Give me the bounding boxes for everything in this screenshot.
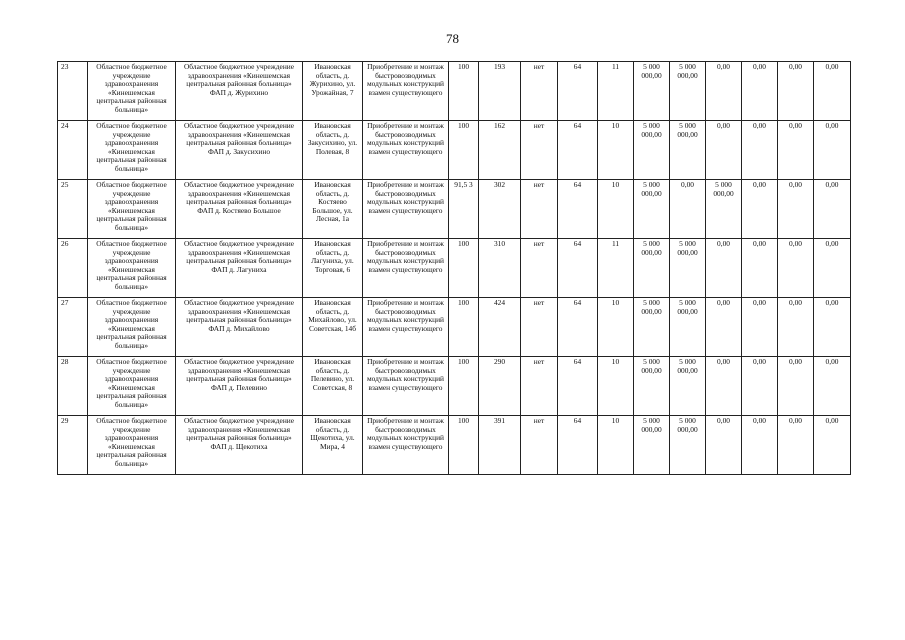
year-3-cost-cell: 0,00: [742, 416, 778, 475]
work-type-cell: Приобретение и монтаж быстровозводимых модульных конструкций взамен существующего: [363, 180, 449, 239]
customer-cell: Областное бюджетное учреждение здравоохранения «Кинешемская центральная районная больница»: [88, 239, 176, 298]
availability-cell: нет: [521, 180, 558, 239]
year-1-cost-cell: 5 000 000,00: [670, 121, 706, 180]
capacity-cell: 64: [558, 298, 598, 357]
row-number: 27: [58, 298, 88, 357]
index-cell: 11: [598, 62, 634, 121]
year-3-cost-cell: 0,00: [742, 239, 778, 298]
year-5-cost-cell: 0,00: [814, 298, 851, 357]
object-cell: Областное бюджетное учреждение здравоохранения «Кинешемская центральная районная больница» ФАП д. Пелевино: [176, 357, 303, 416]
availability-cell: нет: [521, 357, 558, 416]
year-2-cost-cell: 0,00: [706, 62, 742, 121]
customer-cell: Областное бюджетное учреждение здравоохранения «Кинешемская центральная районная больница»: [88, 298, 176, 357]
year-1-cost-cell: 5 000 000,00: [670, 357, 706, 416]
area-cell: 310: [479, 239, 521, 298]
address-cell: Ивановская область, д. Журихино, ул. Урожайная, 7: [303, 62, 363, 121]
object-cell: Областное бюджетное учреждение здравоохранения «Кинешемская центральная районная больница» ФАП д. Костяево Большое: [176, 180, 303, 239]
work-type-cell: Приобретение и монтаж быстровозводимых модульных конструкций взамен существующего: [363, 121, 449, 180]
total-cost-cell: 5 000 000,00: [634, 416, 670, 475]
object-cell: Областное бюджетное учреждение здравоохранения «Кинешемская центральная районная больница» ФАП д. Щекотиха: [176, 416, 303, 475]
work-type-cell: Приобретение и монтаж быстровозводимых модульных конструкций взамен существующего: [363, 416, 449, 475]
capacity-cell: 64: [558, 357, 598, 416]
year-4-cost-cell: 0,00: [778, 416, 814, 475]
readiness-cell: 100: [449, 239, 479, 298]
table-row: [58, 62, 851, 121]
index-cell: 10: [598, 298, 634, 357]
table-row: [58, 239, 851, 298]
area-cell: 391: [479, 416, 521, 475]
year-5-cost-cell: 0,00: [814, 180, 851, 239]
table-row: [58, 416, 851, 475]
year-5-cost-cell: 0,00: [814, 357, 851, 416]
address-cell: Ивановская область, д. Пелевино, ул. Советская, 8: [303, 357, 363, 416]
readiness-cell: 100: [449, 62, 479, 121]
index-cell: 10: [598, 357, 634, 416]
readiness-cell: 100: [449, 357, 479, 416]
total-cost-cell: 5 000 000,00: [634, 121, 670, 180]
year-1-cost-cell: 5 000 000,00: [670, 416, 706, 475]
year-2-cost-cell: 0,00: [706, 416, 742, 475]
index-cell: 11: [598, 239, 634, 298]
customer-cell: Областное бюджетное учреждение здравоохранения «Кинешемская центральная районная больница»: [88, 62, 176, 121]
availability-cell: нет: [521, 416, 558, 475]
table-row: [58, 121, 851, 180]
year-1-cost-cell: 5 000 000,00: [670, 298, 706, 357]
year-1-cost-cell: 0,00: [670, 180, 706, 239]
year-4-cost-cell: 0,00: [778, 239, 814, 298]
availability-cell: нет: [521, 62, 558, 121]
year-2-cost-cell: 0,00: [706, 298, 742, 357]
row-number: 23: [58, 62, 88, 121]
year-4-cost-cell: 0,00: [778, 62, 814, 121]
year-5-cost-cell: 0,00: [814, 416, 851, 475]
availability-cell: нет: [521, 298, 558, 357]
year-2-cost-cell: 5 000 000,00: [706, 180, 742, 239]
table-row: [58, 357, 851, 416]
address-cell: Ивановская область, д. Костяево Большое, ул. Лесная, 1а: [303, 180, 363, 239]
work-type-cell: Приобретение и монтаж быстровозводимых модульных конструкций взамен существующего: [363, 239, 449, 298]
table-row: [58, 180, 851, 239]
year-4-cost-cell: 0,00: [778, 357, 814, 416]
object-cell: Областное бюджетное учреждение здравоохранения «Кинешемская центральная районная больница» ФАП д. Михайлово: [176, 298, 303, 357]
table-row: [58, 298, 851, 357]
total-cost-cell: 5 000 000,00: [634, 357, 670, 416]
customer-cell: Областное бюджетное учреждение здравоохранения «Кинешемская центральная районная больница»: [88, 416, 176, 475]
year-3-cost-cell: 0,00: [742, 357, 778, 416]
year-1-cost-cell: 5 000 000,00: [670, 62, 706, 121]
capacity-cell: 64: [558, 180, 598, 239]
index-cell: 10: [598, 121, 634, 180]
customer-cell: Областное бюджетное учреждение здравоохранения «Кинешемская центральная районная больница»: [88, 180, 176, 239]
year-4-cost-cell: 0,00: [778, 121, 814, 180]
availability-cell: нет: [521, 121, 558, 180]
area-cell: 424: [479, 298, 521, 357]
availability-cell: нет: [521, 239, 558, 298]
year-5-cost-cell: 0,00: [814, 62, 851, 121]
row-number: 25: [58, 180, 88, 239]
index-cell: 10: [598, 416, 634, 475]
total-cost-cell: 5 000 000,00: [634, 298, 670, 357]
readiness-cell: 100: [449, 298, 479, 357]
capacity-cell: 64: [558, 416, 598, 475]
area-cell: 193: [479, 62, 521, 121]
address-cell: Ивановская область, д. Лагуниха, ул. Торговая, 6: [303, 239, 363, 298]
object-cell: Областное бюджетное учреждение здравоохранения «Кинешемская центральная районная больница» ФАП д. Лагуниха: [176, 239, 303, 298]
customer-cell: Областное бюджетное учреждение здравоохранения «Кинешемская центральная районная больница»: [88, 357, 176, 416]
work-type-cell: Приобретение и монтаж быстровозводимых модульных конструкций взамен существующего: [363, 62, 449, 121]
row-number: 28: [58, 357, 88, 416]
address-cell: Ивановская область, д. Щекотиха, ул. Мира, 4: [303, 416, 363, 475]
year-3-cost-cell: 0,00: [742, 62, 778, 121]
total-cost-cell: 5 000 000,00: [634, 180, 670, 239]
object-cell: Областное бюджетное учреждение здравоохранения «Кинешемская центральная районная больница» ФАП д. Закусихино: [176, 121, 303, 180]
readiness-cell: 100: [449, 121, 479, 180]
row-number: 29: [58, 416, 88, 475]
year-3-cost-cell: 0,00: [742, 121, 778, 180]
readiness-cell: 100: [449, 416, 479, 475]
area-cell: 162: [479, 121, 521, 180]
capacity-cell: 64: [558, 239, 598, 298]
year-5-cost-cell: 0,00: [814, 239, 851, 298]
work-type-cell: Приобретение и монтаж быстровозводимых модульных конструкций взамен существующего: [363, 298, 449, 357]
total-cost-cell: 5 000 000,00: [634, 239, 670, 298]
year-2-cost-cell: 0,00: [706, 357, 742, 416]
year-5-cost-cell: 0,00: [814, 121, 851, 180]
address-cell: Ивановская область, д. Закусихино, ул. Полевая, 8: [303, 121, 363, 180]
row-number: 24: [58, 121, 88, 180]
area-cell: 290: [479, 357, 521, 416]
address-cell: Ивановская область, д. Михайлово, ул. Советская, 14б: [303, 298, 363, 357]
area-cell: 302: [479, 180, 521, 239]
capacity-cell: 64: [558, 121, 598, 180]
year-3-cost-cell: 0,00: [742, 298, 778, 357]
year-4-cost-cell: 0,00: [778, 298, 814, 357]
row-number: 26: [58, 239, 88, 298]
customer-cell: Областное бюджетное учреждение здравоохранения «Кинешемская центральная районная больница»: [88, 121, 176, 180]
year-2-cost-cell: 0,00: [706, 121, 742, 180]
table-body: [58, 62, 851, 475]
year-1-cost-cell: 5 000 000,00: [670, 239, 706, 298]
year-4-cost-cell: 0,00: [778, 180, 814, 239]
page-number: 78: [446, 31, 459, 46]
total-cost-cell: 5 000 000,00: [634, 62, 670, 121]
object-cell: Областное бюджетное учреждение здравоохранения «Кинешемская центральная районная больница» ФАП д. Журихино: [176, 62, 303, 121]
year-3-cost-cell: 0,00: [742, 180, 778, 239]
index-cell: 10: [598, 180, 634, 239]
readiness-cell: 91,5 3: [449, 180, 479, 239]
facilities-table: [57, 61, 851, 475]
capacity-cell: 64: [558, 62, 598, 121]
work-type-cell: Приобретение и монтаж быстровозводимых модульных конструкций взамен существующего: [363, 357, 449, 416]
year-2-cost-cell: 0,00: [706, 239, 742, 298]
